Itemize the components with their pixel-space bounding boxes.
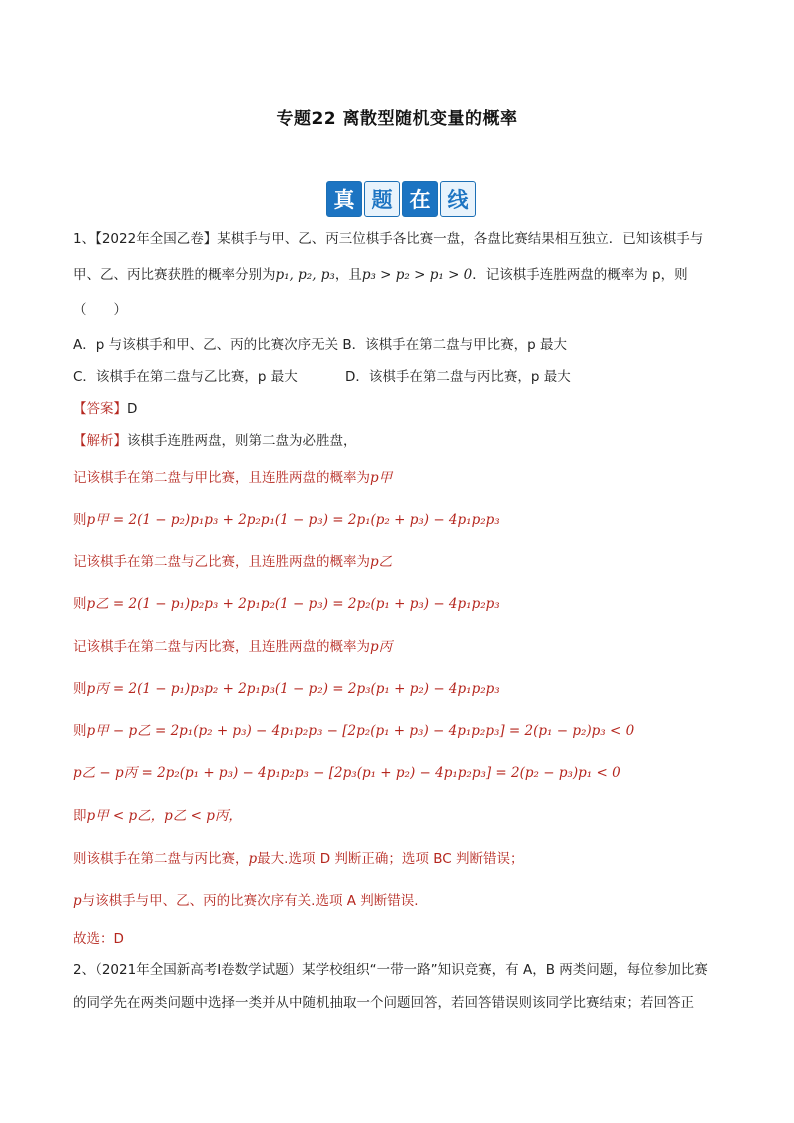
- step-2-symbol: p乙: [370, 554, 393, 570]
- q1-analysis: [73, 431, 733, 451]
- q1-stem-math-order: p₃ > p₂ > p₁ > 0: [361, 267, 473, 283]
- step-3-sentence: 记该棋手在第二盘与丙比赛，且连胜两盘的概率为: [73, 639, 370, 655]
- equation-4-body: p甲 − p乙 = 2p₁(p₂ + p₃) − 4p₁p₂p₃ − [2p₂(p₁ + p₃) − 4p₁p₂p₃] = 2(p₁ − p₂)p₃ < 0: [86, 723, 635, 739]
- equation-6-prefix: 即: [73, 808, 87, 824]
- q1-stem-line-2: [73, 265, 733, 285]
- conclusion-1-post: 最大.选项 D 判断正确；选项 BC 判断错误；: [257, 851, 524, 867]
- q1-answer: [73, 399, 733, 419]
- option-d: D．该棋手在第二盘与丙比赛，p 最大: [345, 369, 571, 385]
- step-1-sentence: 记该棋手在第二盘与甲比赛，且连胜两盘的概率为: [73, 470, 370, 486]
- analysis-text: 该棋手连胜两盘，则第二盘为必胜盘，: [127, 433, 357, 449]
- step-1-text: [73, 468, 733, 488]
- step-3-symbol: p丙: [370, 639, 393, 655]
- section-badge: [326, 181, 476, 217]
- option-c: C．该棋手在第二盘与乙比赛，p 最大: [73, 369, 298, 385]
- conclusion-1: [73, 849, 733, 869]
- conclusion-1-pre: 则该棋手在第二盘与丙比赛，: [73, 851, 249, 867]
- badge-tile-3: 在: [402, 181, 438, 217]
- q1-stem-text-3: ．记该棋手连胜两盘的概率为 p，则: [472, 267, 688, 283]
- equation-3: [73, 679, 733, 699]
- equation-1-prefix: 则: [73, 512, 87, 528]
- q1-stem-text: 甲、乙、丙比赛获胜的概率分别为: [73, 267, 276, 283]
- equation-4: [73, 721, 733, 741]
- step-3-text: [73, 637, 733, 657]
- badge-tile-1: 真: [326, 181, 362, 217]
- equation-1-body: p甲 = 2(1 − p₂)p₁p₃ + 2p₂p₁(1 − p₃) = 2p₁(p₂ + p₃) − 4p₁p₂p₃: [86, 512, 500, 528]
- conclusion-2-post: 与该棋手与甲、乙、丙的比赛次序有关.选项 A 判断错误.: [81, 893, 419, 909]
- step-2-text: [73, 552, 733, 572]
- equation-2-prefix: 则: [73, 596, 87, 612]
- option-b: B．该棋手在第二盘与甲比赛，p 最大: [342, 337, 568, 353]
- conclusion-1-symbol: p: [248, 851, 258, 867]
- conclusion-2-symbol: p: [73, 893, 82, 909]
- final-answer: 故选：D: [73, 931, 124, 947]
- answer-value: D: [127, 401, 138, 417]
- equation-4-prefix: 则: [73, 723, 87, 739]
- q1-options-row-2: [73, 367, 733, 387]
- step-1-symbol: p甲: [370, 470, 393, 486]
- equation-3-prefix: 则: [73, 681, 87, 697]
- answer-label: 【答案】: [73, 401, 127, 417]
- equation-1: [73, 510, 733, 530]
- q1-stem-text-2: ，且: [334, 267, 362, 283]
- equation-3-body: p丙 = 2(1 − p₁)p₃p₂ + 2p₁p₃(1 − p₂) = 2p₃(p₁ + p₂) − 4p₁p₂p₃: [86, 681, 500, 697]
- badge-tile-4: 线: [440, 181, 476, 217]
- step-2-sentence: 记该棋手在第二盘与乙比赛，且连胜两盘的概率为: [73, 554, 370, 570]
- equation-2-body: p乙 = 2(1 − p₁)p₂p₃ + 2p₁p₂(1 − p₃) = 2p₂(p₁ + p₃) − 4p₁p₂p₃: [86, 596, 500, 612]
- q1-stem-math-probs: p₁, p₂, p₃: [275, 267, 335, 283]
- equation-2: [73, 594, 733, 614]
- equation-5: [73, 763, 733, 783]
- q1-options-row-1: [73, 335, 733, 355]
- q1-paren: （ ）: [73, 302, 127, 318]
- analysis-label: 【解析】: [73, 433, 127, 449]
- equation-5-body: p乙 − p丙 = 2p₂(p₁ + p₃) − 4p₁p₂p₃ − [2p₃(p₁ + p₂) − 4p₁p₂p₃] = 2(p₂ − p₃)p₁ < 0: [73, 765, 621, 781]
- badge-tile-2: 题: [364, 181, 400, 217]
- option-a: A．p 与该棋手和甲、乙、丙的比赛次序无关: [73, 337, 339, 353]
- q2-stem-line-2: 的同学先在两类问题中选择一类并从中随机抽取一个问题回答，若回答错误则该同学比赛结束；若回答正: [73, 995, 694, 1011]
- equation-6-body: p甲 < p乙，p乙 < p丙，: [86, 808, 242, 824]
- conclusion-2: [73, 891, 733, 911]
- q2-stem-line-1: 2、（2021年全国新高考Ⅰ卷数学试题）某学校组织“一带一路”知识竞赛，有 A，B 两类问题，每位参加比赛: [73, 962, 708, 978]
- equation-6: [73, 806, 733, 826]
- page-title: 专题22 离散型随机变量的概率: [276, 109, 518, 129]
- q1-stem-line-1: 1、【2022年全国乙卷】某棋手与甲、乙、丙三位棋手各比赛一盘，各盘比赛结果相互独立．已知该棋手与: [73, 231, 704, 247]
